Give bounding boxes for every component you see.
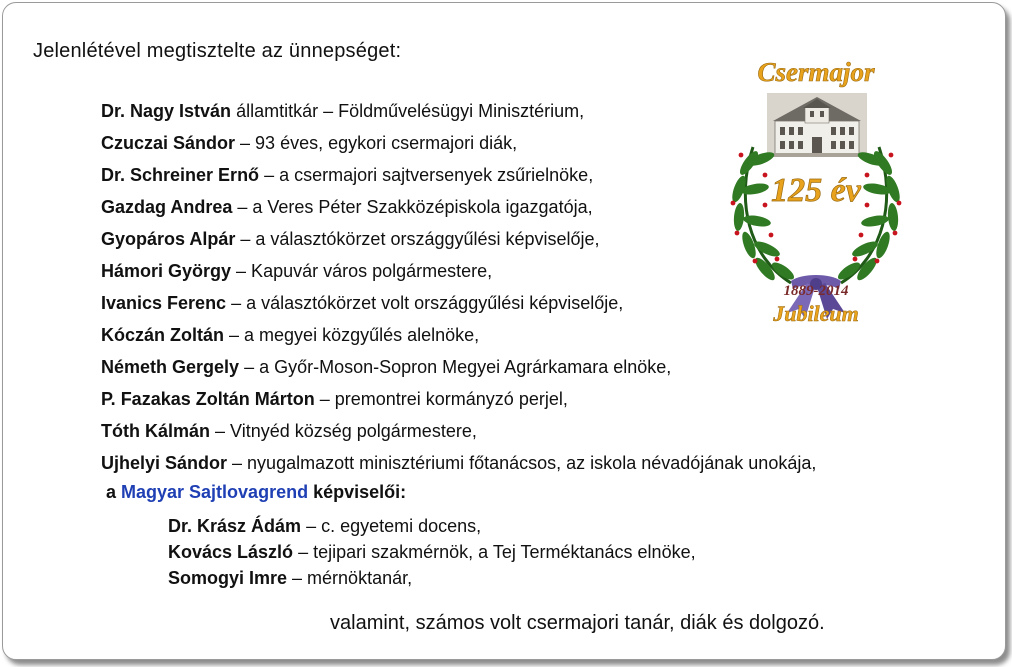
- guest-list: [101, 99, 816, 483]
- guest-name: Gyopáros Alpár: [101, 229, 236, 249]
- guest-title: – a választókörzet volt országgyűlési képviselője,: [226, 293, 624, 313]
- guest-name: P. Fazakas Zoltán Márton: [101, 389, 315, 409]
- guest-title: – a megyei közgyűlés alelnöke,: [224, 325, 480, 345]
- guest-title: – a csermajori sajtversenyek zsűrielnöke,: [259, 165, 594, 185]
- guest-name: Dr. Nagy István: [101, 101, 232, 121]
- guest-name: Tóth Kálmán: [101, 421, 211, 441]
- guest-title: – 93 éves, egykori csermajori diák,: [235, 133, 518, 153]
- society-heading: [106, 482, 406, 503]
- representative-title: – c. egyetemi docens,: [301, 516, 482, 536]
- guest-item: [101, 451, 816, 483]
- guest-item: [101, 259, 816, 291]
- school-building-image: [767, 93, 867, 157]
- guest-item: [101, 99, 816, 131]
- guest-title: – Kapuvár város polgármestere,: [231, 261, 493, 281]
- representative-item: [168, 566, 696, 592]
- jubilee-emblem: [721, 51, 911, 331]
- guest-name: Ivanics Ferenc: [101, 293, 227, 313]
- society-suffix: képviselői:: [308, 482, 407, 502]
- guest-name: Czuczai Sándor: [101, 133, 236, 153]
- closing-line: valamint, számos volt csermajori tanár, diák és dolgozó.: [330, 612, 825, 634]
- invitation-card: [2, 2, 1006, 660]
- guest-name: Ujhelyi Sándor: [101, 453, 228, 473]
- emblem-anniversary: 125 év: [771, 172, 861, 209]
- representative-title: – tejipari szakmérnök, a Tej Terméktanács elnöke,: [293, 542, 696, 562]
- guest-name: Kóczán Zoltán: [101, 325, 225, 345]
- representative-list: [168, 514, 696, 592]
- guest-item: [101, 195, 816, 227]
- representative-item: [168, 514, 696, 540]
- guest-item: [101, 227, 816, 259]
- guest-name: Németh Gergely: [101, 357, 240, 377]
- guest-name: Hámori György: [101, 261, 232, 281]
- guest-item: [101, 387, 816, 419]
- representative-title: – mérnöktanár,: [287, 568, 413, 588]
- guest-item: [101, 323, 816, 355]
- representative-name: Dr. Krász Ádám: [168, 516, 302, 536]
- guest-title: – premontrei kormányzó perjel,: [314, 389, 568, 409]
- emblem-years: 1889-2014: [783, 283, 849, 299]
- guest-title: – a választókörzet országgyűlési képviselője,: [235, 229, 600, 249]
- emblem-title: Csermajor: [757, 57, 875, 87]
- laurel-wreath-icon: [730, 147, 903, 283]
- guest-item: [101, 419, 816, 451]
- guest-item: [101, 355, 816, 387]
- guest-title: – nyugalmazott minisztériumi főtanácsos, az iskola névadójának unokája,: [227, 453, 817, 473]
- society-prefix: a: [106, 482, 122, 502]
- guest-title: – Vitnyéd község polgármestere,: [210, 421, 477, 441]
- society-name: Magyar Sajtlovagrend: [121, 482, 309, 502]
- representative-name: Kovács László: [168, 542, 294, 562]
- intro-line: Jelenlétével megtisztelte az ünnepséget:: [33, 40, 402, 62]
- guest-name: Dr. Schreiner Ernő: [101, 165, 260, 185]
- guest-item: [101, 131, 816, 163]
- guest-item: [101, 163, 816, 195]
- guest-name: Gazdag Andrea: [101, 197, 233, 217]
- guest-title: államtitkár – Földművelésügyi Minisztérium,: [231, 101, 585, 121]
- guest-title: – a Veres Péter Szakközépiskola igazgatója,: [232, 197, 593, 217]
- guest-title: – a Győr-Moson-Sopron Megyei Agrárkamara elnöke,: [239, 357, 672, 377]
- guest-item: [101, 291, 816, 323]
- emblem-jubilee: Jubileum: [773, 301, 859, 326]
- representative-item: [168, 540, 696, 566]
- representative-name: Somogyi Imre: [168, 568, 288, 588]
